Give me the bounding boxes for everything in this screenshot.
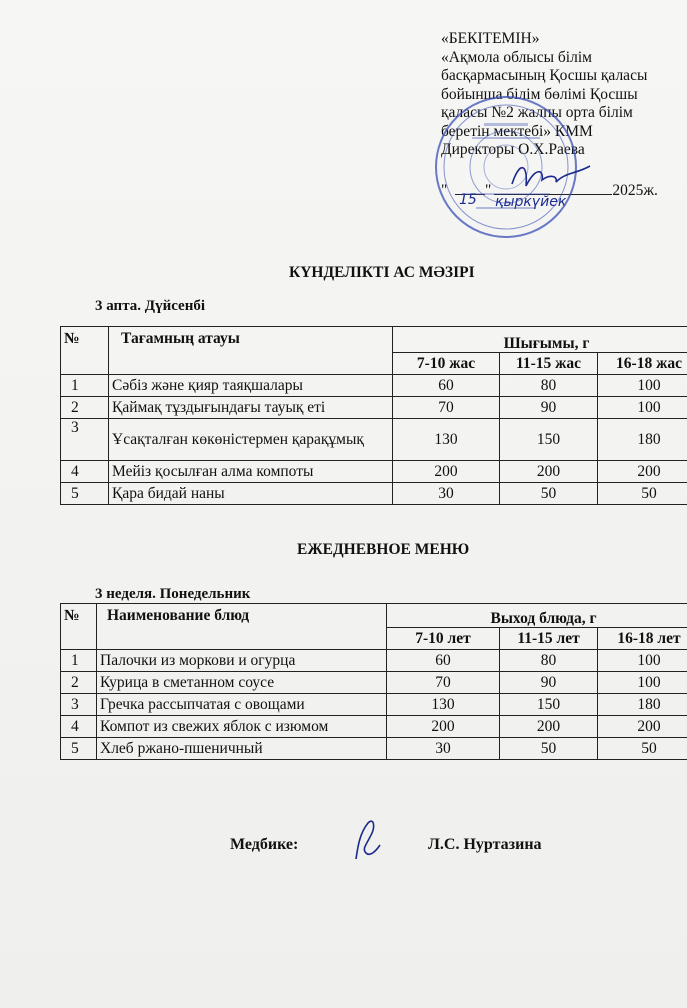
table-row: 5 Хлеб ржано-пшеничный 30 50 50	[61, 738, 687, 760]
handwritten-date	[455, 186, 615, 216]
dish-name: Гречка рассыпчатая с овощами	[97, 694, 387, 716]
col-dish-name: Наименование блюд	[97, 604, 387, 650]
ru-week-day: 3 неделя. Понедельник	[95, 586, 251, 602]
col-number: №	[61, 604, 97, 650]
col-yield: Выход блюда, г	[387, 604, 687, 628]
kz-menu-table	[60, 326, 687, 505]
approval-line: бойынша білім бөлімі Қосшы	[441, 85, 638, 103]
dish-name: Ұсақталған көкөністермен қарақұмық	[109, 419, 393, 461]
approval-line: қаласы №2 жалпы орта білім	[441, 104, 633, 121]
table-row: 1 Палочки из моркови и огурца 60 80 100	[61, 650, 687, 672]
table-row: 3 Ұсақталған көкөністермен қарақұмық 130 150 180	[61, 419, 687, 461]
col-age-16-18: 16-18 лет	[598, 628, 687, 650]
table-row: 3 Гречка рассыпчатая с овощами 130 150 180	[61, 694, 687, 716]
approval-block	[441, 30, 681, 200]
approval-line: басқармасының Қосшы қаласы	[441, 67, 648, 84]
approval-line: беретін мектебі» КММ	[441, 122, 593, 140]
date-month-handwritten: қыркүйек	[495, 194, 567, 210]
table-row: 4 Мейіз қосылған алма компоты 200 200 200	[61, 461, 687, 483]
nurse-signature	[346, 815, 386, 865]
col-number: №	[61, 327, 109, 375]
dish-name: Мейіз қосылған алма компоты	[109, 461, 393, 483]
dish-name: Палочки из моркови и огурца	[97, 650, 387, 672]
kz-menu-title: КҮНДЕЛІКТІ АС МӘЗІРІ	[289, 264, 475, 281]
col-age-16-18: 16-18 жас	[598, 353, 687, 375]
table-row: 1 Сәбіз және қияр таяқшалары 60 80 100	[61, 375, 687, 397]
ru-menu-title: ЕЖЕДНЕВНОЕ МЕНЮ	[297, 541, 470, 558]
nurse-name: Л.С. Нуртазина	[428, 836, 542, 853]
ru-menu-table	[60, 603, 687, 760]
dish-name: Қара бидай наны	[109, 483, 393, 505]
col-age-7-10: 7-10 жас	[393, 353, 500, 375]
table-row: 2 Курица в сметанном соусе 70 90 100	[61, 672, 687, 694]
dish-name: Курица в сметанном соусе	[97, 672, 387, 694]
col-dish-name: Тағамның атауы	[109, 327, 393, 375]
col-yield: Шығымы, г	[393, 327, 687, 353]
col-age-11-15: 11-15 жас	[500, 353, 598, 375]
date-year: 2025ж.	[612, 181, 658, 199]
dish-name: Хлеб ржано-пшеничный	[97, 738, 387, 760]
approval-line: «БЕКІТЕМІН»	[441, 30, 540, 47]
approval-date: " " 2025ж.	[441, 181, 658, 199]
table-row: 2 Қаймақ тұздығындағы тауық еті 70 90 100	[61, 397, 687, 419]
date-day-handwritten: 15	[459, 192, 477, 208]
kz-week-day: 3 апта. Дүйсенбі	[95, 298, 206, 314]
dish-name: Сәбіз және қияр таяқшалары	[109, 375, 393, 397]
col-age-11-15: 11-15 лет	[500, 628, 598, 650]
table-row: 5 Қара бидай наны 30 50 50	[61, 483, 687, 505]
col-age-7-10: 7-10 лет	[387, 628, 500, 650]
dish-name: Қаймақ тұздығындағы тауық еті	[109, 397, 393, 419]
dish-name: Компот из свежих яблок с изюмом	[97, 716, 387, 738]
approval-line: Директоры О.Х.Раева	[441, 141, 585, 158]
table-row: 4 Компот из свежих яблок с изюмом 200 200 200	[61, 716, 687, 738]
nurse-label: Медбике:	[230, 836, 299, 853]
approval-line: «Ақмола облысы білім	[441, 48, 592, 66]
